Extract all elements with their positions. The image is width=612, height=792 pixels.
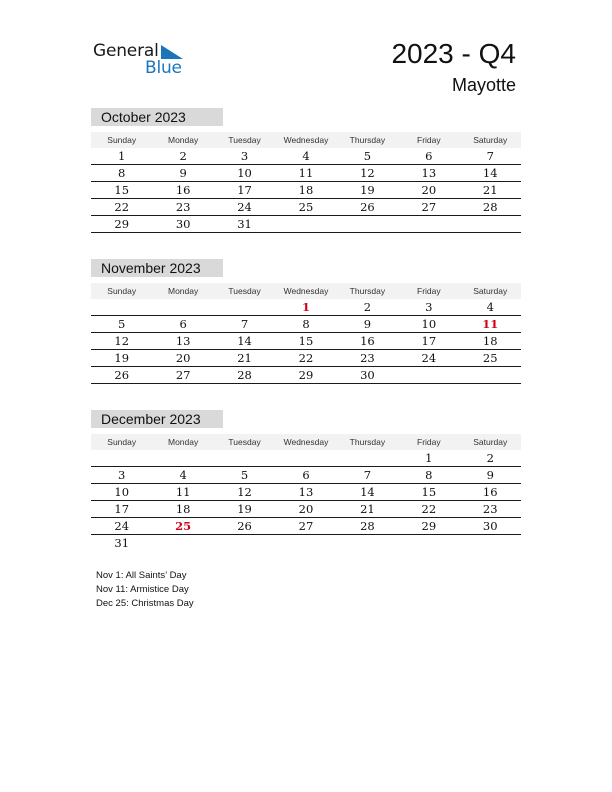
day-cell: 29 (421, 519, 437, 533)
day-cell: 20 (175, 351, 191, 365)
day-cell: 1 (301, 300, 310, 314)
day-cell: 23 (482, 502, 498, 516)
day-cell: 3 (118, 468, 126, 482)
day-cell: 28 (360, 519, 375, 533)
day-cell: 9 (363, 317, 372, 331)
day-cell (275, 216, 336, 232)
week-row (91, 182, 521, 199)
weekday-header-row (91, 132, 521, 148)
weekday-label: Monday (168, 135, 199, 145)
weekday-label: Friday (417, 437, 441, 447)
holiday-note: Dec 25: Christmas Day (96, 598, 194, 609)
weekday-label: Thursday (349, 135, 386, 145)
weekday-label: Thursday (349, 286, 386, 296)
month-november (91, 259, 521, 384)
day-cell (275, 535, 336, 551)
day-cell (214, 450, 275, 466)
day-cell: 17 (421, 334, 437, 348)
day-cell: 23 (175, 200, 191, 214)
day-cell: 4 (179, 468, 187, 482)
day-cell: 22 (421, 502, 437, 516)
day-cell (152, 299, 213, 315)
day-cell: 7 (363, 468, 372, 482)
day-cell: 3 (240, 149, 249, 163)
day-cell: 28 (237, 368, 252, 382)
day-cell (91, 450, 152, 466)
day-cell: 30 (482, 519, 498, 533)
weekday-label: Thursday (349, 437, 386, 447)
weekday-label: Tuesday (228, 135, 261, 145)
day-cell: 8 (118, 166, 126, 180)
day-cell: 3 (425, 300, 433, 314)
day-cell: 14 (360, 485, 375, 499)
day-cell (275, 450, 336, 466)
day-cell: 19 (114, 351, 130, 365)
page-title: 2023 - Q4 (391, 38, 516, 69)
week-row (91, 199, 521, 216)
day-cell: 24 (237, 200, 252, 214)
weekday-label: Saturday (473, 135, 508, 145)
day-cell: 12 (237, 485, 252, 499)
day-cell: 9 (486, 468, 494, 482)
week-row (91, 484, 521, 501)
weekday-header-row (91, 434, 521, 450)
day-cell (214, 535, 275, 551)
day-cell (152, 450, 213, 466)
day-cell: 26 (237, 519, 252, 533)
day-cell: 8 (302, 317, 310, 331)
day-cell: 25 (482, 351, 498, 365)
day-cell: 30 (360, 368, 375, 382)
day-cell: 22 (114, 200, 130, 214)
holiday-note: Nov 11: Armistice Day (96, 584, 189, 595)
week-row (91, 467, 521, 484)
day-cell: 14 (482, 166, 498, 180)
day-cell: 28 (482, 200, 498, 214)
weekday-label: Saturday (473, 286, 508, 296)
day-cell: 24 (421, 351, 437, 365)
week-row (91, 299, 521, 316)
day-cell (460, 216, 521, 232)
weekday-label: Sunday (107, 286, 137, 296)
generalblue-logo (93, 41, 193, 77)
week-row (91, 148, 521, 165)
day-cell: 2 (363, 300, 372, 314)
month-title: October 2023 (91, 108, 223, 126)
month-october (91, 108, 521, 233)
day-cell (460, 367, 521, 383)
day-cell: 18 (482, 334, 498, 348)
country-name: Mayotte (451, 75, 516, 95)
holiday-notes (96, 569, 194, 611)
day-cell: 5 (240, 468, 249, 482)
day-cell: 27 (421, 200, 437, 214)
week-row (91, 518, 521, 535)
day-cell: 22 (298, 351, 314, 365)
day-cell: 1 (118, 149, 126, 163)
day-cell: 7 (240, 317, 249, 331)
day-cell: 31 (114, 536, 130, 550)
day-cell: 6 (425, 149, 433, 163)
day-cell: 5 (363, 149, 372, 163)
week-row (91, 333, 521, 350)
logo-triangle-icon (161, 45, 183, 59)
day-cell: 7 (486, 149, 494, 163)
day-cell: 17 (237, 183, 252, 197)
day-cell: 25 (175, 519, 192, 533)
day-cell: 24 (114, 519, 130, 533)
day-cell: 29 (298, 368, 314, 382)
day-cell: 16 (175, 183, 191, 197)
day-cell: 17 (114, 502, 130, 516)
month-title: December 2023 (91, 410, 223, 428)
month-december (91, 410, 521, 551)
day-cell (460, 535, 521, 551)
holiday-note: Nov 1: All Saints’ Day (96, 570, 187, 581)
logo-text-blue: Blue (145, 58, 182, 78)
weekday-label: Wednesday (283, 135, 329, 145)
weekday-label: Wednesday (283, 437, 329, 447)
weekday-label: Monday (168, 437, 199, 447)
day-cell: 16 (360, 334, 375, 348)
day-cell: 11 (175, 485, 191, 499)
day-cell: 13 (175, 334, 191, 348)
day-cell: 31 (237, 217, 252, 231)
day-cell: 15 (114, 183, 130, 197)
day-cell: 29 (114, 217, 130, 231)
day-cell: 14 (237, 334, 252, 348)
logo-text-general: General (93, 41, 159, 61)
week-row (91, 501, 521, 518)
week-row (91, 165, 521, 182)
weekday-label: Saturday (473, 437, 508, 447)
day-cell (91, 299, 152, 315)
day-cell: 21 (237, 351, 252, 365)
day-cell: 19 (360, 183, 375, 197)
day-cell (337, 535, 398, 551)
day-cell: 19 (237, 502, 252, 516)
week-row (91, 316, 521, 333)
day-cell (398, 535, 459, 551)
day-cell: 23 (360, 351, 375, 365)
day-cell: 4 (302, 149, 310, 163)
day-cell: 6 (179, 317, 187, 331)
weekday-label: Wednesday (283, 286, 329, 296)
day-cell: 26 (114, 368, 130, 382)
day-cell: 16 (482, 485, 498, 499)
day-cell: 27 (298, 519, 314, 533)
day-cell: 21 (360, 502, 375, 516)
day-cell (214, 299, 275, 315)
day-cell: 18 (175, 502, 191, 516)
week-row (91, 450, 521, 467)
day-cell: 25 (298, 200, 314, 214)
weekday-label: Tuesday (228, 437, 261, 447)
day-cell: 20 (298, 502, 314, 516)
day-cell: 20 (421, 183, 437, 197)
weekday-label: Sunday (107, 437, 137, 447)
day-cell (398, 216, 459, 232)
day-cell: 12 (360, 166, 375, 180)
day-cell: 13 (421, 166, 437, 180)
day-cell: 18 (298, 183, 314, 197)
day-cell: 13 (298, 485, 314, 499)
day-cell: 10 (114, 485, 130, 499)
day-cell: 4 (486, 300, 494, 314)
weekday-label: Tuesday (228, 286, 261, 296)
day-cell: 26 (360, 200, 375, 214)
day-cell (337, 450, 398, 466)
day-cell: 10 (421, 317, 437, 331)
day-cell: 9 (179, 166, 187, 180)
day-cell: 2 (486, 451, 494, 465)
day-cell: 11 (298, 166, 314, 180)
day-cell (337, 216, 398, 232)
day-cell: 10 (237, 166, 252, 180)
day-cell: 15 (298, 334, 314, 348)
day-cell: 12 (114, 334, 130, 348)
weekday-header-row (91, 283, 521, 299)
day-cell: 11 (482, 317, 499, 331)
week-row (91, 216, 521, 233)
week-row (91, 350, 521, 367)
weekday-label: Sunday (107, 135, 137, 145)
day-cell: 6 (302, 468, 310, 482)
day-cell: 2 (179, 149, 187, 163)
day-cell: 27 (175, 368, 191, 382)
day-cell: 5 (118, 317, 126, 331)
week-row (91, 535, 521, 551)
weekday-label: Friday (417, 286, 441, 296)
weekday-label: Friday (417, 135, 441, 145)
day-cell (398, 367, 459, 383)
month-title: November 2023 (91, 259, 223, 277)
weekday-label: Monday (168, 286, 199, 296)
day-cell: 8 (425, 468, 433, 482)
week-row (91, 367, 521, 384)
day-cell: 21 (482, 183, 498, 197)
day-cell: 15 (421, 485, 437, 499)
day-cell (152, 535, 213, 551)
day-cell: 30 (175, 217, 191, 231)
day-cell: 1 (425, 451, 433, 465)
